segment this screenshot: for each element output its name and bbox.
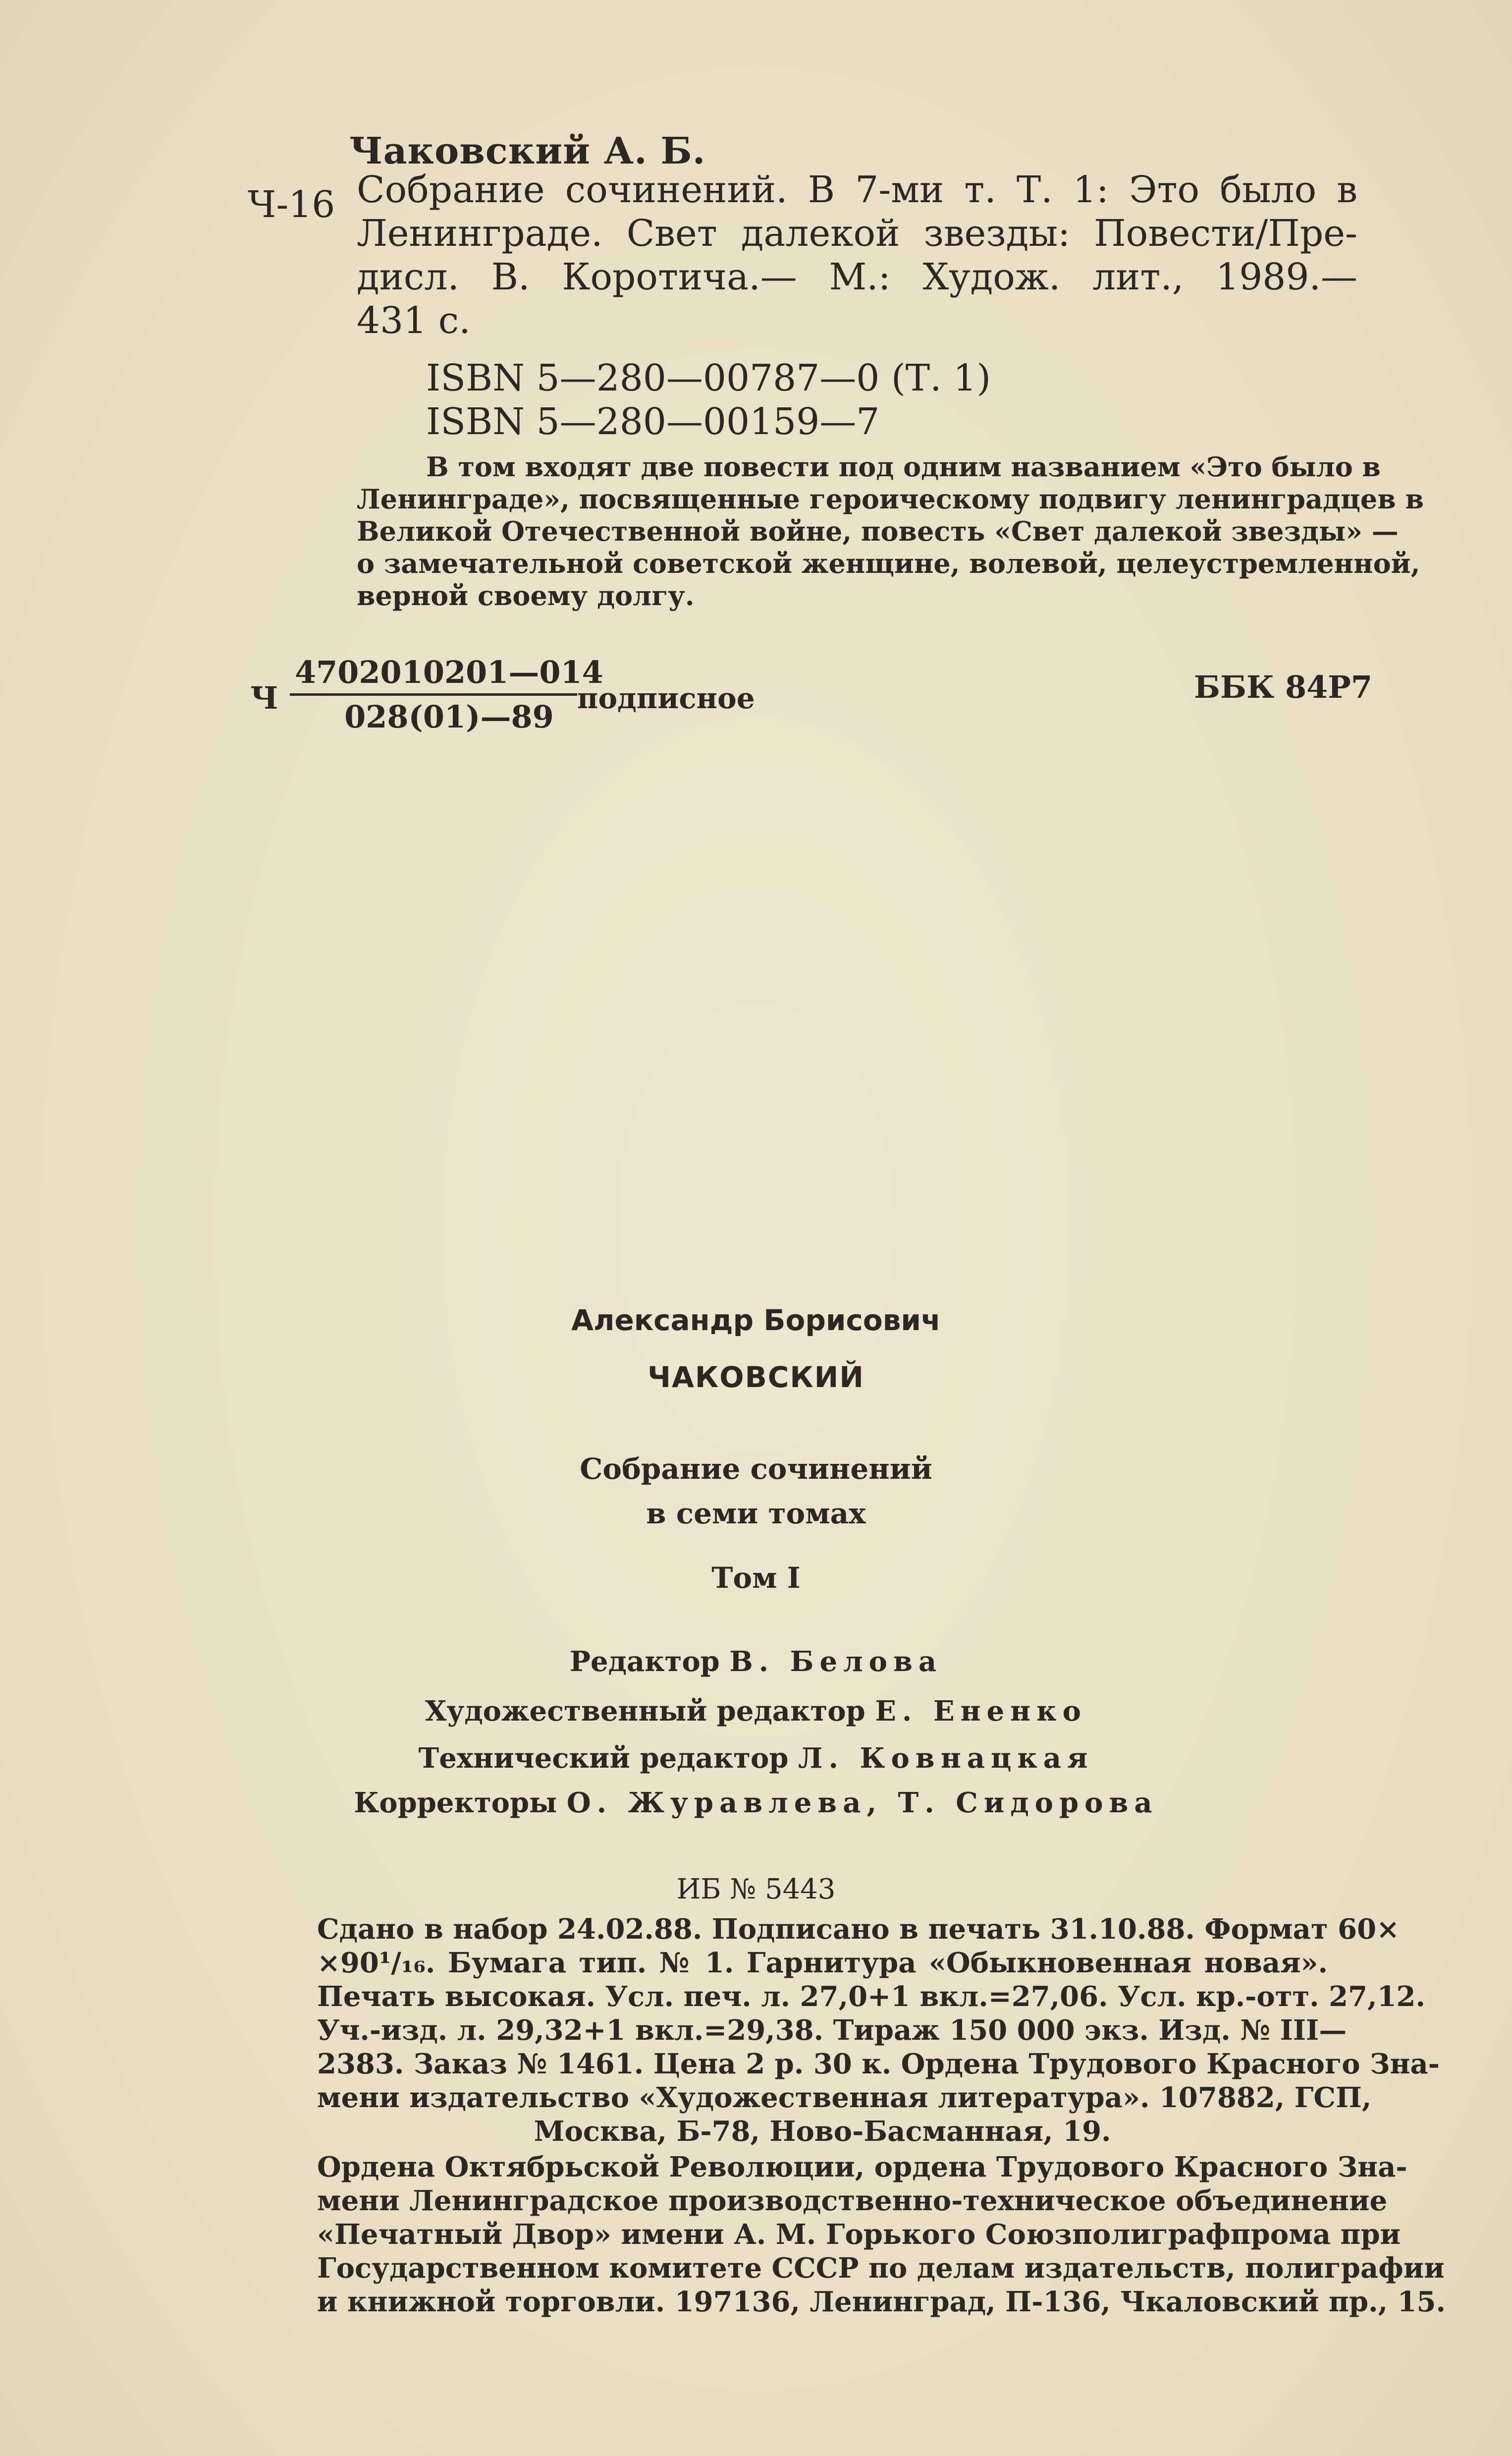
bbk-code: ББК 84Р7 [1194, 669, 1372, 705]
index-tail: подписное [577, 681, 755, 715]
catalog-line-2: Ленинграде. Свет далекой звезды: Повести/Пре- [357, 212, 1357, 255]
annotation-line-2: Ленинграде», посвященные героическому подвигу ленинградцев в [357, 483, 1424, 515]
annotation-line-3: Великой Отечественной войне, повесть «Свет далекой звезды» — [357, 515, 1399, 547]
credit-proofreaders: Корректоры О. Журавлева, Т. Сидорова [354, 1786, 1158, 1819]
collection-title: Собрание сочинений [580, 1452, 932, 1486]
catalog-line-3: дисл. В. Коротича.— М.: Худож. лит., 1989.— [357, 256, 1357, 298]
catalog-line-4: 431 с. [357, 299, 471, 342]
catalog-author: Чаковский А. Б. [349, 130, 706, 172]
credit-art-editor: Художественный редактор Е. Ененко [425, 1695, 1087, 1728]
author-last-name: ЧАКОВСКИЙ [648, 1360, 864, 1394]
annotation-line-4: о замечательной советской женщине, волевой, целеустремленной, [357, 548, 1420, 579]
isbn-volume: ISBN 5—280—00787—0 (Т. 1) [426, 357, 991, 399]
technical-data: Сдано в набор 24.02.88. Подписано в печать 31.10.88. Формат 60× ×90¹/₁₆. Бумага тип. № 1. Гарнитура «Обыкновенная новая». Печать высокая. Усл. печ. л. 27,0+1 вкл.=27,06. Усл. кр.-отт. 27,12. Уч.-изд. л. 29,32+1 вкл.=29,38. Тираж 150 000 экз. Изд. № III— 2383. Заказ № 1461. Цена 2 р. 30 к. Ордена Трудового Красного Зна- мени издательство «Художественная литература». 107882, ГСП, Москва, Б-78, Ново-Басманная, 19. [317, 1913, 1440, 2148]
credit-tech-editor: Технический редактор Л. Ковнацкая [418, 1742, 1094, 1775]
annotation-line-5: верной своему долгу. [357, 580, 695, 612]
isbn-set: ISBN 5—280—00159—7 [426, 400, 880, 443]
index-denominator: 028(01)—89 [344, 699, 554, 735]
index-letter: Ч [250, 680, 278, 716]
annotation-line-1: В том входят две повести под одним названием «Это было в [426, 451, 1381, 483]
volume-number: Том I [711, 1561, 801, 1595]
printer-info: Ордена Октябрьской Революции, ордена Трудового Красного Зна- мени Ленинградское производственно-техническое объединение «Печатный Двор» имени А. М. Горького Союзполиграфпрома при Государственном комитете СССР по делам издательств, полиграфии и книжной торговли. 197136, Ленинград, П-136, Чкаловский пр., 15. [317, 2151, 1446, 2318]
author-first-name: Александр Борисович [571, 1303, 941, 1337]
catalog-code: Ч-16 [248, 183, 335, 226]
credit-editor: Редактор В. Белова [569, 1645, 943, 1678]
ib-number: ИБ № 5443 [676, 1873, 836, 1905]
index-fraction [290, 654, 608, 735]
catalog-line-1: Собрание сочинений. В 7-ми т. Т. 1: Это было в [357, 168, 1357, 211]
collection-subtitle: в семи томах [646, 1497, 866, 1530]
index-numerator: 4702010201—014 [295, 654, 603, 690]
